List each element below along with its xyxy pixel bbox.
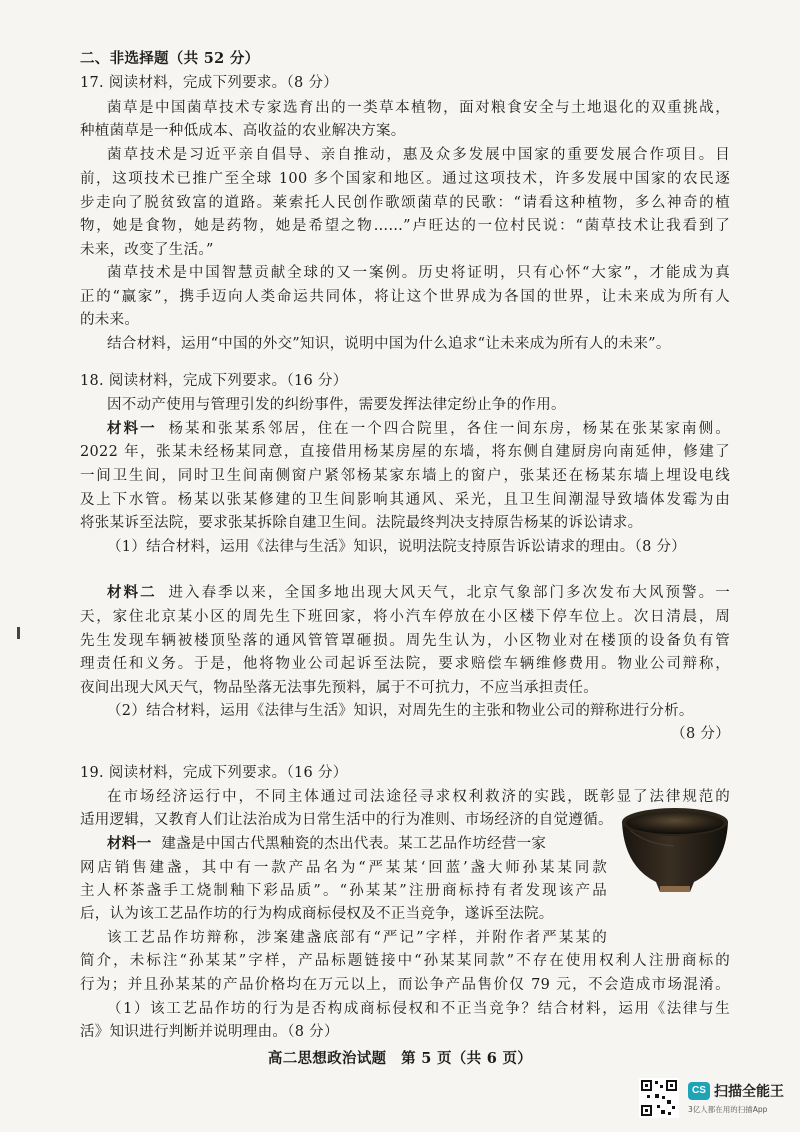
binding-mark [17,627,20,639]
q19-intro: 适用逻辑，又教育人们让法治成为日常生活中的行为准则、市场经济的自觉遵循。 [80,812,613,828]
tea-bowl-image [616,800,734,896]
section-title: 二、非选择题（共 52 分） [80,50,260,67]
q19-task-1: 活》知识进行判断并说明理由。（8 分） [80,1024,339,1040]
q18-header: 18. 阅读材料，完成下列要求。（16 分） [80,373,348,389]
q17-header: 17. 阅读材料，完成下列要求。（8 分） [80,75,339,91]
q18-line: 及上下水管。杨某以张某修建的卫生间影响其通风、采光，且卫生间潮湿导致墙体发霉为由 [80,492,730,508]
material-label: 材料一 [107,835,152,852]
q19-line: 该工艺品作坊辩称，涉案建盏底部有“严记”字样，并附作者严某某的 [107,930,607,946]
q18-line: 天，家住北京某小区的周先生下班回家，将小汽车停放在小区楼下停车位上。次日清晨，周 [80,609,730,625]
q17-line: 物，她是食物，她是药物，她是希望之物……”卢旺达的一位村民说：“菌草技术让我看到了 [80,218,730,234]
q17-line: 的未来。 [80,312,140,328]
q18-material-1 [107,418,730,440]
material-label: 材料二 [107,584,157,601]
q18-task-1: （1）结合材料，运用《法律与生活》知识，说明法院支持原告诉讼请求的理由。（8 分） [107,539,687,555]
page-footer: 高二思想政治试题 第 5 页（共 6 页） [267,1050,533,1067]
q19-line: 主人杯茶盏手工烧制釉下彩品质”。“孙某某”注册商标持有者发现该产品 [80,883,607,899]
q19-header: 19. 阅读材料，完成下列要求。（16 分） [80,765,348,781]
q18-line: 2022 年，张某未经杨某同意，直接借用杨某房屋的东墙，将东侧自建厨房向南延伸，修建了 [80,444,730,460]
material-text: 建盏是中国古代黑釉瓷的杰出代表。某工艺品作坊经营一家 [161,836,547,852]
q17-line: 菌草是中国菌草技术专家选育出的一类草本植物，面对粮食安全与土地退化的双重挑战， [107,100,730,116]
q17-line: 步走向了脱贫致富的道路。莱索托人民创作歌颂菌草的民歌：“请看这种植物，多么神奇的植 [80,195,730,211]
q19-material-1 [107,833,607,855]
q17-line: 种植菌草是一种低成本、高收益的农业解决方案。 [80,123,406,139]
scanner-slogan: 3亿人都在用的扫描App [688,1105,768,1114]
q17-line: 菌草技术是习近平亲自倡导、亲自推动，惠及众多发展中国家的重要发展合作项目。目 [107,147,730,163]
q17-line: 前，这项技术已推广至全球 100 多个国家和地区。通过这项技术，许多发展中国家的农民逐 [80,171,730,187]
q17-line: 菌草技术是中国智慧贡献全球的又一案例。历史将证明，只有心怀“大家”，才能成为真 [107,265,730,281]
qr-code-icon [639,1078,679,1118]
material-label: 材料一 [107,420,157,437]
q19-line: 简介，未标注“孙某某”字样，产品标题链接中“孙某某同款”不存在使用权利人注册商标的 [80,953,730,969]
q18-line: 夜间出现大风天气，物品坠落无法事先预料，属于不可抗力，不应当承担责任。 [80,680,598,696]
q19-line: 网店销售建盏，其中有一款产品名为“严某某‘回蓝’盏大师孙某某同款 [80,860,607,876]
q17-line: 正的“赢家”，携手迈向人类命运共同体，将让这个世界成为各国的世界，让未来成为所有人 [80,289,730,305]
q18-material-2 [107,582,730,604]
q17-line: 未来，改变了生活。” [80,242,214,258]
q19-task-1: （1）该工艺品作坊的行为是否构成商标侵权和不正当竞争？结合材料，运用《法律与生 [107,1001,730,1017]
q18-line: 先生发现车辆被楼顶坠落的通风管管罩砸损。周先生认为，小区物业对在楼顶的设备负有管 [80,633,730,649]
scanner-watermark [688,1080,788,1120]
q18-line: 将张某诉至法院，要求张某拆除自建卫生间。法院最终判决支持原告杨某的诉讼请求。 [80,515,643,531]
q19-line: 后，认为该工艺品作坊的行为构成商标侵权及不正当竞争，遂诉至法院。 [80,906,554,922]
q18-intro: 因不动产使用与管理引发的纠纷事件，需要发挥法律定纷止争的作用。 [107,397,566,413]
q19-intro: 在市场经济运行中，不同主体通过司法途径寻求权利救济的实践，既彰显了法律规范的 [107,789,730,805]
q19-line: 行为；并且孙某某的产品价格均在万元以上，而讼争产品售价仅 79 元，不会造成市场混淆。 [80,977,730,993]
camscanner-logo-icon: CS [688,1082,710,1100]
scanner-name: 扫描全能王 [714,1084,784,1100]
material-text: 进入春季以来，全国多地出现大风天气，北京气象部门多次发布大风预警。一 [166,585,730,601]
q18-line: 理责任和义务。于是，他将物业公司起诉至法院，要求赔偿车辆维修费用。物业公司辩称， [80,656,730,672]
q17-task: 结合材料，运用“中国的外交”知识，说明中国为什么追求“让未来成为所有人的未来”。 [107,336,671,352]
q18-line: 一间卫生间，同时卫生间南侧窗户紧邻杨某家东墙上的窗户，张某还在杨某东墙上埋设电线 [80,468,730,484]
material-text: 杨某和张某系邻居，住在一个四合院里，各住一间东房，杨某在张某家南侧。 [166,421,730,437]
q18-task-2-score: （8 分） [671,726,730,742]
q18-task-2: （2）结合材料，运用《法律与生活》知识，对周先生的主张和物业公司的辩称进行分析。 [107,703,694,719]
